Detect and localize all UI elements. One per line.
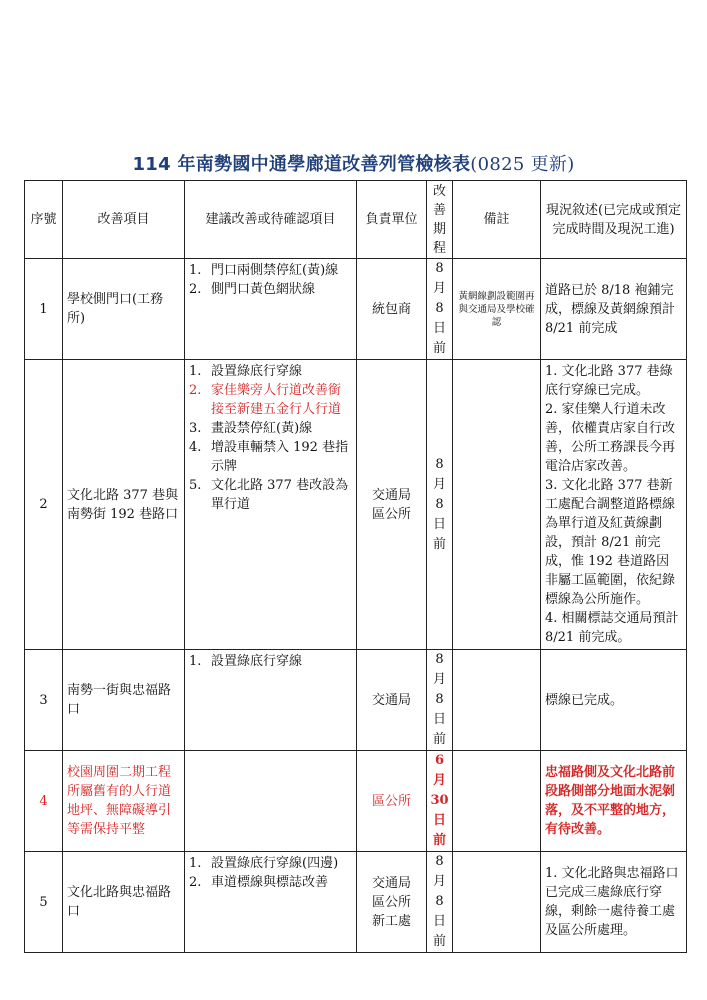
suggestion-number: 5.	[189, 478, 202, 493]
row-no: 1	[25, 259, 63, 360]
suggestion-item	[189, 438, 352, 476]
suggestion-number: 2.	[189, 282, 202, 297]
deadline-char: 8	[435, 496, 444, 512]
suggestion-list	[189, 854, 352, 892]
row-note	[453, 650, 541, 751]
row-deadline	[427, 852, 453, 953]
row-status	[541, 852, 687, 953]
suggestion-number: 1.	[189, 654, 202, 669]
suggestion-number: 1.	[189, 856, 202, 871]
suggestion-text: 側門口黃色網狀線	[211, 282, 316, 297]
row-item: 文化北路與忠福路口	[63, 852, 185, 953]
deadline-char: 30	[430, 793, 449, 808]
suggestion-item	[189, 362, 352, 381]
header-item: 改善項目	[63, 181, 185, 259]
deadline-char: 前	[432, 732, 446, 747]
suggestion-item	[189, 381, 352, 419]
row-suggestions	[185, 650, 357, 751]
deadline-char: 月	[432, 672, 446, 687]
row-deadline	[427, 650, 453, 751]
header-row	[25, 181, 687, 259]
status-paragraph: 標線已完成。	[545, 692, 624, 708]
row-no: 2	[25, 360, 63, 650]
header-deadline-char: 期	[432, 221, 446, 237]
row-note	[453, 360, 541, 650]
status-paragraph: 4. 相關標誌交通局預計 8/21 前完成。	[545, 611, 679, 645]
row-responsible: 交通局	[357, 650, 427, 751]
deadline-char: 日	[432, 813, 446, 828]
header-deadline-char: 改	[432, 183, 446, 199]
row-suggestions	[185, 259, 357, 360]
row-item: 文化北路 377 巷與南勢街 192 巷路口	[63, 360, 185, 650]
deadline-char: 日	[432, 516, 446, 532]
row-status	[541, 259, 687, 360]
suggestion-number: 4.	[189, 440, 202, 455]
deadline-char: 日	[432, 914, 446, 929]
header-status: 現況敘述(已完成或預定完成時間及現況工進)	[541, 181, 687, 259]
status-paragraph: 道路已於 8/18 袍鋪完成，標線及黃網線預計 8/21 前完成	[545, 282, 676, 336]
suggestion-number: 1.	[189, 364, 202, 379]
suggestion-text: 車道標線與標誌改善	[211, 875, 329, 890]
page-title	[0, 150, 707, 176]
row-responsible: 統包商	[357, 259, 427, 360]
table-row	[25, 852, 687, 953]
header-suggestion: 建議改善或待確認項目	[185, 181, 357, 259]
deadline-char: 8	[435, 456, 444, 472]
header-deadline-char: 善	[432, 202, 446, 218]
deadline-char: 月	[432, 281, 446, 296]
deadline-char: 8	[435, 894, 444, 909]
suggestion-list	[189, 261, 352, 299]
row-no: 5	[25, 852, 63, 953]
title-update: (0825 更新)	[470, 154, 575, 175]
suggestion-item	[189, 280, 352, 299]
suggestion-text: 設置綠底行穿線	[211, 364, 303, 379]
row-suggestions	[185, 751, 357, 852]
row-responsible: 交通局 區公所	[357, 360, 427, 650]
header-no: 序號	[25, 181, 63, 259]
suggestion-item	[189, 476, 352, 514]
row-deadline	[427, 259, 453, 360]
suggestion-list	[189, 362, 352, 514]
row-suggestions	[185, 360, 357, 650]
table-row	[25, 360, 687, 650]
title-main: 114 年南勢國中通學廊道改善列管檢核表	[132, 154, 471, 175]
suggestion-list	[189, 652, 352, 671]
suggestion-text: 設置綠底行穿線(四邊)	[211, 856, 339, 871]
row-responsible: 區公所	[357, 751, 427, 852]
deadline-char: 日	[432, 712, 446, 727]
deadline-char: 8	[435, 652, 444, 667]
deadline-char: 前	[432, 536, 446, 552]
header-responsible: 負責單位	[357, 181, 427, 259]
header-deadline-char: 程	[432, 240, 446, 256]
deadline-char: 8	[435, 261, 444, 276]
suggestion-text: 增設車輛禁入 192 巷指示牌	[211, 440, 349, 474]
suggestion-text: 家佳樂旁人行道改善銜接至新建五金行人行道	[211, 383, 342, 417]
row-status	[541, 360, 687, 650]
deadline-char: 日	[432, 321, 446, 336]
suggestion-item	[189, 854, 352, 873]
row-no: 4	[25, 751, 63, 852]
checklist-table	[24, 180, 687, 953]
row-item: 學校側門口(工務所)	[63, 259, 185, 360]
suggestion-text: 文化北路 377 巷改設為單行道	[211, 478, 349, 512]
deadline-char: 月	[432, 874, 446, 889]
status-paragraph: 1. 文化北路與忠福路口已完成三處綠底行穿線，剩餘一處待養工處及區公所處理。	[545, 866, 679, 938]
status-paragraph: 3. 文化北路 377 巷新工處配合調整道路標線為單行道及紅黃線劃設，預計 8/21 前完成，惟 192 巷道路因非屬工區範圍，依紀錄標線為公所施作。	[545, 478, 676, 607]
table-row	[25, 751, 687, 852]
suggestion-item	[189, 873, 352, 892]
deadline-char: 月	[432, 476, 446, 492]
suggestion-item	[189, 652, 352, 671]
row-deadline	[427, 751, 453, 852]
status-paragraph: 忠福路側及文化北路前段路側部分地面水泥剝落，及不平整的地方，有待改善。	[545, 765, 676, 837]
row-note	[453, 852, 541, 953]
deadline-char: 6	[434, 753, 445, 768]
suggestion-number: 2.	[189, 383, 202, 398]
status-paragraph: 1. 文化北路 377 巷綠底行穿線已完成。	[545, 364, 673, 398]
header-deadline	[427, 181, 453, 259]
table-row	[25, 259, 687, 360]
suggestion-item	[189, 261, 352, 280]
suggestion-number: 2.	[189, 875, 202, 890]
deadline-char: 8	[435, 854, 444, 869]
suggestion-text: 門口兩側禁停紅(黃)線	[211, 263, 339, 278]
deadline-char: 8	[435, 692, 444, 707]
deadline-char: 前	[432, 341, 446, 356]
row-item: 校園周圍二期工程所屬舊有的人行道地坪、無障礙導引等需保持平整	[63, 751, 185, 852]
row-status	[541, 751, 687, 852]
table-row	[25, 650, 687, 751]
deadline-char: 8	[435, 301, 444, 316]
row-item: 南勢一街與忠福路口	[63, 650, 185, 751]
suggestion-number: 3.	[189, 421, 202, 436]
deadline-char: 月	[432, 773, 446, 788]
row-suggestions	[185, 852, 357, 953]
suggestion-text: 畫設禁停紅(黃)線	[211, 421, 313, 436]
suggestion-item	[189, 419, 352, 438]
row-status	[541, 650, 687, 751]
deadline-char: 前	[432, 934, 446, 949]
suggestion-number: 1.	[189, 263, 202, 278]
suggestion-text: 設置綠底行穿線	[211, 654, 303, 669]
deadline-char: 前	[432, 833, 446, 848]
header-note: 備註	[453, 181, 541, 259]
row-note: 黃網線劃設範圍再與交通局及學校確認	[453, 259, 541, 360]
row-no: 3	[25, 650, 63, 751]
row-deadline	[427, 360, 453, 650]
row-note	[453, 751, 541, 852]
status-paragraph: 2. 家佳樂人行道未改善，依權責店家自行改善，公所工務課長今再電洽店家改善。	[545, 402, 676, 474]
row-responsible: 交通局 區公所 新工處	[357, 852, 427, 953]
